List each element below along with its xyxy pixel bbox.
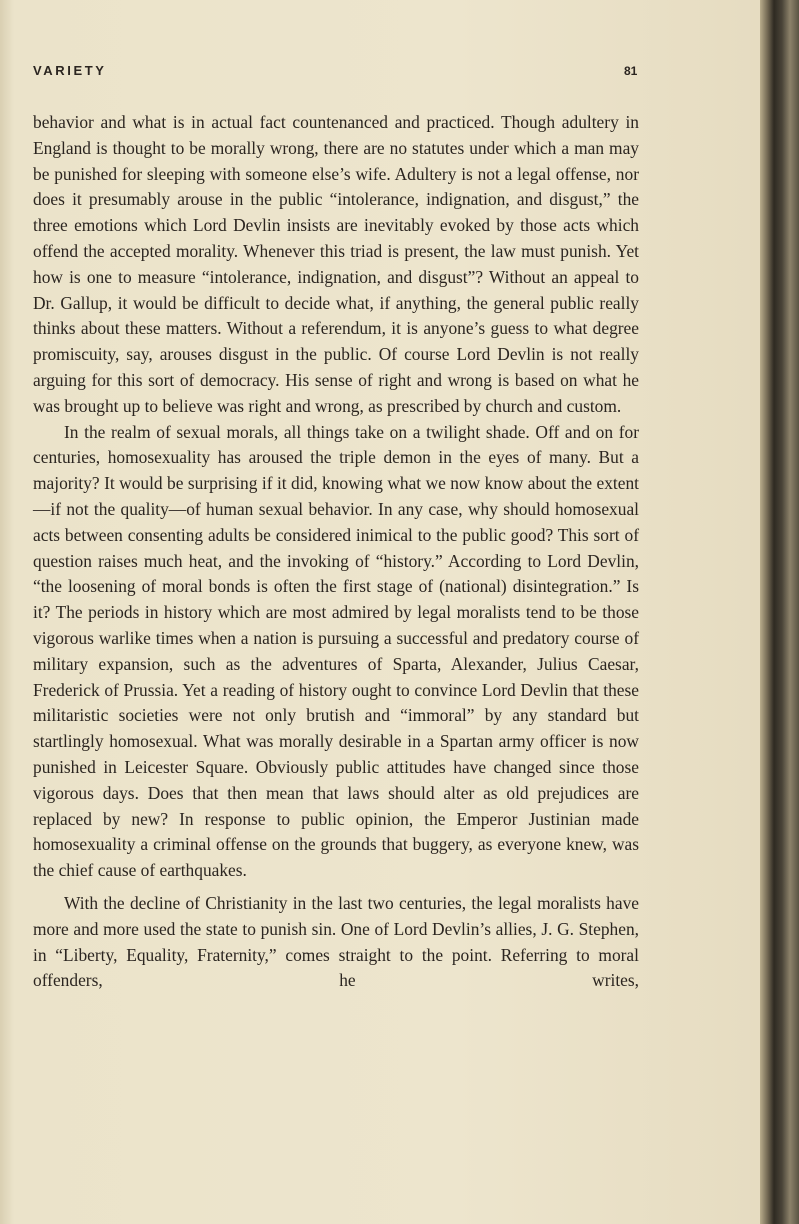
paragraph-decline-of-christianity: With the decline of Christianity in the last two centuries, the legal moralists have more and more used the state to punish sin. One of Lord Devlin’s allies, J. G. Stephen, in “Liberty, Equality, Fraternity,” comes straight to the point. Referring to moral offenders, he writes, [33, 892, 639, 991]
body-text [33, 110, 639, 994]
running-head: VARIETY [33, 63, 107, 78]
paragraph-sexual-morals: In the realm of sexual morals, all things take on a twilight shade. Off and on for centuries, homosexuality has aroused the triple demon in the eyes of many. But a majority? It would be surprising if it did, knowing what we now know about the extent—if not the quality—of human sexual behavior. In any case, why should homosexual acts between consenting adults be considered inimical to the public good? This sort of question raises much heat, and the invoking of “history.” According to Lord Devlin, “the loosening of moral bonds is often the first stage of (national) disintegration.” Is it? The periods in history which are most admired by legal moralists tend to be those vigorous warlike times when a nation is pursuing a successful and predatory course of military expansion, such as the adventures of Sparta, Alexander, Julius Caesar, Frederick of Prussia. Yet a reading of history ought to convince Lord Devlin that these militaristic societies were not only brutish and “immoral” by any standard but startlingly homosexual. What was morally desirable in a Spartan army officer is now punished in Leicester Square. Obviously public attitudes have changed since those vigorous days. Does that then mean that laws should alter as old prejudices are replaced by new? In response to public opinion, the Emperor Justinian made homosexuality a criminal offense on the grounds that buggery, as everyone knew, was the chief cause of earthquakes. [33, 421, 639, 881]
page-header [33, 63, 638, 85]
book-spine-edge [760, 0, 799, 1224]
page-number: 81 [624, 64, 638, 78]
paragraph-continued: behavior and what is in actual fact countenanced and practiced. Though adultery in England is thought to be morally wrong, there are no statutes under which a man may be punished for sleeping with someone else’s wife. Adultery is not a legal offense, nor does it presumably arouse in the public “intolerance, indignation, and disgust,” the three emotions which Lord Devlin insists are inevitably evoked by those acts which offend the accepted morality. Whenever this triad is present, the law must punish. Yet how is one to measure “intolerance, indignation, and disgust”? Without an appeal to Dr. Gallup, it would be difficult to decide what, if anything, the general public really thinks about these matters. Without a referendum, it is anyone’s guess to what degree promiscuity, say, arouses disgust in the public. Of course Lord Devlin is not really arguing for this sort of democracy. His sense of right and wrong is based on what he was brought up to believe was right and wrong, as prescribed by church and custom. [33, 112, 639, 416]
